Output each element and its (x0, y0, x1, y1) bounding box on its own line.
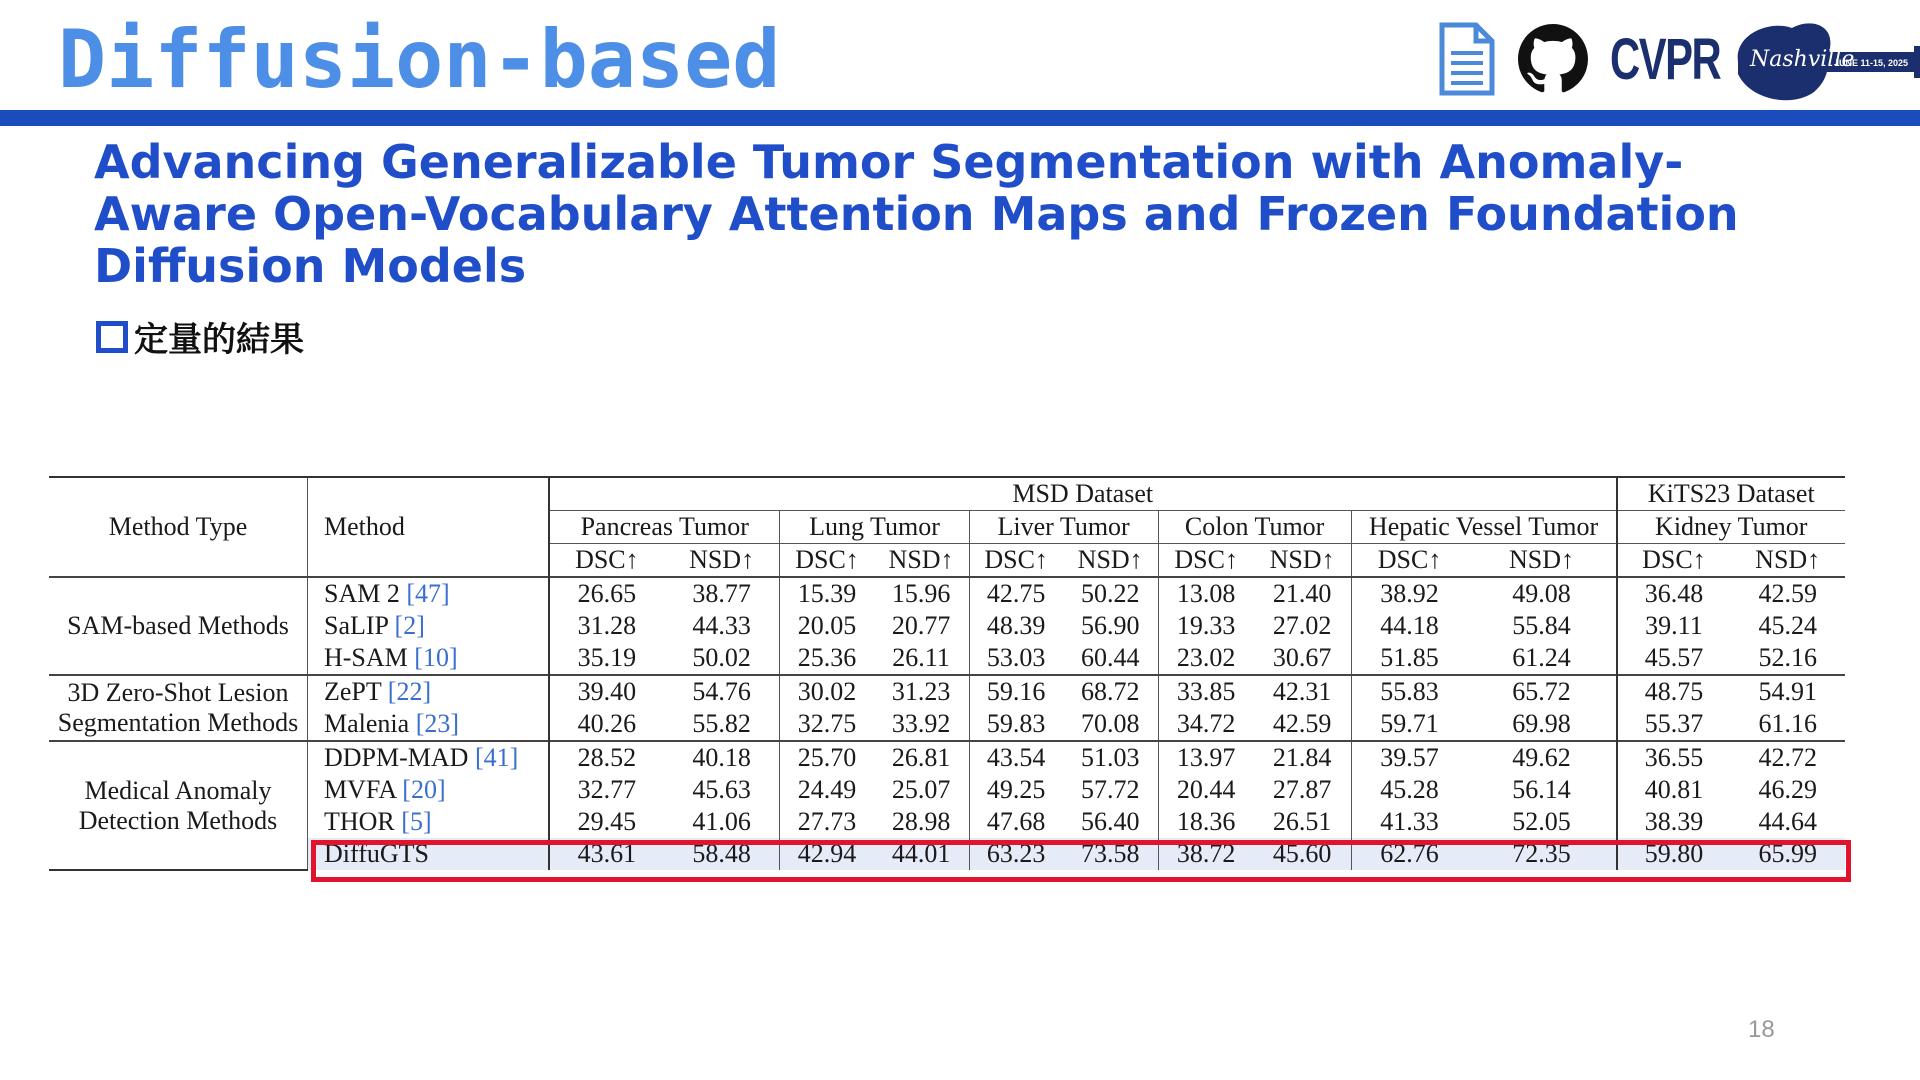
method-name: DDPM-MAD (324, 743, 469, 772)
metric-value: 40.81 (1617, 774, 1731, 806)
metric-value: 41.33 (1351, 806, 1468, 838)
metric-value: 50.22 (1063, 577, 1159, 610)
method-cell (308, 675, 550, 708)
metric-value: 51.03 (1063, 741, 1159, 774)
metric-value: 47.68 (969, 806, 1063, 838)
metric-value: 56.14 (1512, 775, 1571, 804)
method-name: DiffuGTS (324, 839, 429, 868)
paper-title: Advancing Generalizable Tumor Segmentation with Anomaly-Aware Open-Vocabulary Attention Maps and Frozen Foundation Diffusion Models (94, 135, 1739, 293)
metric-value: 48.39 (969, 610, 1063, 642)
metric-value: 45.24 (1758, 611, 1817, 640)
metric-value: 61.16 (1758, 709, 1817, 738)
metric-value: 34.72 (1158, 708, 1253, 741)
metric-value: 35.19 (549, 642, 664, 675)
method-cell (308, 806, 550, 838)
metric-value: 20.44 (1158, 774, 1253, 806)
header-kits23-dataset: KiTS23 Dataset (1617, 477, 1845, 511)
metric-value: 42.72 (1730, 741, 1845, 774)
table-row (49, 774, 1845, 806)
metric-value: 27.02 (1272, 611, 1332, 640)
logo-dates: JUNE 11-15, 2025 (1834, 58, 1909, 68)
metric-value: 57.72 (1080, 775, 1140, 804)
metric-value: 15.96 (874, 577, 970, 610)
header-nsd: NSD↑ (664, 544, 780, 578)
metric-value: 31.23 (874, 675, 970, 708)
header-nsd: NSD↑ (1730, 544, 1845, 578)
table-row-diffugts (49, 838, 1845, 870)
metric-value: 52.16 (1758, 643, 1817, 672)
metric-value: 15.39 (780, 577, 874, 610)
group-label-line: 3D Zero-Shot Lesion (67, 678, 289, 707)
metric-value: 21.84 (1254, 741, 1351, 774)
metric-value: 54.91 (1730, 675, 1845, 708)
metric-value: 59.83 (969, 708, 1063, 741)
metric-value: 25.70 (780, 741, 874, 774)
metric-value: 23.02 (1158, 642, 1253, 675)
metric-value: 65.99 (1730, 838, 1845, 870)
metric-value: 49.08 (1468, 577, 1617, 610)
section-heading (96, 312, 304, 361)
header-dsc: DSC↑ (1351, 544, 1468, 578)
metric-value: 33.92 (891, 709, 951, 738)
metric-value: 32.77 (549, 774, 664, 806)
method-name: MVFA (324, 775, 396, 804)
header-colon-tumor: Colon Tumor (1158, 511, 1351, 544)
citation-ref[interactable]: [5] (401, 807, 432, 836)
header-dsc: DSC↑ (780, 544, 874, 578)
page-number: 18 (1748, 1016, 1775, 1043)
metric-value: 73.58 (1063, 838, 1159, 870)
citation-ref[interactable]: [41] (474, 743, 519, 772)
metric-value: 28.52 (549, 741, 664, 774)
metric-value: 65.72 (1468, 675, 1617, 708)
header-dsc: DSC↑ (969, 544, 1063, 578)
method-cell (308, 610, 550, 642)
metric-value: 39.11 (1617, 610, 1731, 642)
header-nsd: NSD↑ (1063, 544, 1159, 578)
method-name: SAM 2 (324, 579, 400, 608)
metric-value: 21.40 (1254, 577, 1351, 610)
metric-value: 52.05 (1512, 807, 1571, 836)
metric-value: 13.97 (1158, 741, 1253, 774)
metric-value: 68.72 (1063, 675, 1159, 708)
metric-value: 33.85 (1158, 675, 1253, 708)
metric-value: 29.45 (549, 806, 664, 838)
metric-value: 41.06 (692, 807, 751, 836)
metric-value: 39.57 (1351, 741, 1468, 774)
header-dsc: DSC↑ (1617, 544, 1731, 578)
metric-value: 28.98 (891, 807, 951, 836)
github-icon[interactable] (1518, 24, 1588, 94)
metric-value: 38.92 (1351, 577, 1468, 610)
table-row (49, 610, 1845, 642)
metric-value: 20.05 (780, 610, 874, 642)
section-heading-text: 定量的結果 (134, 320, 304, 360)
metric-value: 42.94 (780, 838, 874, 870)
table-row (49, 806, 1845, 838)
citation-ref[interactable]: [22] (387, 677, 432, 706)
metric-value: 49.62 (1468, 741, 1617, 774)
metric-value: 25.36 (780, 642, 874, 675)
header-method: Method (308, 477, 550, 577)
table-row (49, 675, 1845, 708)
metric-value: 42.59 (1730, 577, 1845, 610)
metric-value: 50.02 (692, 643, 751, 672)
metric-value: 59.80 (1617, 838, 1731, 870)
metric-value: 24.49 (780, 774, 874, 806)
metric-value: 60.44 (1080, 643, 1140, 672)
method-cell (308, 577, 550, 610)
header-hepatic-vessel-tumor: Hepatic Vessel Tumor (1351, 511, 1617, 544)
method-cell (308, 642, 550, 675)
method-cell (308, 708, 550, 741)
metric-value: 53.03 (969, 642, 1063, 675)
header-pancreas-tumor: Pancreas Tumor (549, 511, 780, 544)
metric-value: 20.77 (891, 611, 951, 640)
citation-ref[interactable]: [23] (415, 709, 460, 738)
header-msd-dataset: MSD Dataset (549, 477, 1617, 511)
metric-value: 36.55 (1617, 741, 1731, 774)
metric-value: 55.82 (692, 709, 751, 738)
metric-value: 43.61 (549, 838, 664, 870)
method-name: ZePT (324, 677, 382, 706)
header-nsd: NSD↑ (874, 544, 970, 578)
metric-value: 44.33 (692, 611, 751, 640)
results-table-container (49, 476, 1845, 871)
metric-value: 63.23 (969, 838, 1063, 870)
metric-value: 55.37 (1617, 708, 1731, 741)
method-name: SaLIP (324, 611, 389, 640)
metric-value: 49.25 (969, 774, 1063, 806)
group-label-line: Medical Anomaly (84, 775, 272, 805)
metric-value: 30.02 (780, 675, 874, 708)
group-zero-shot (49, 675, 308, 741)
method-name: Malenia (324, 709, 410, 738)
citation-ref[interactable]: [10] (414, 643, 458, 672)
metric-value: 51.85 (1351, 642, 1468, 675)
header-nsd: NSD↑ (1254, 544, 1351, 578)
metric-value: 26.65 (549, 577, 664, 610)
metric-value: 30.67 (1272, 643, 1332, 672)
metric-value: 44.64 (1758, 807, 1817, 836)
metric-value: 46.29 (1758, 775, 1817, 804)
metric-value: 40.18 (664, 741, 780, 774)
metric-value: 54.76 (664, 675, 780, 708)
header-nsd: NSD↑ (1468, 544, 1617, 578)
metric-value: 42.31 (1254, 675, 1351, 708)
square-bullet-icon (96, 321, 128, 353)
method-cell (308, 774, 550, 806)
table-row (49, 642, 1845, 675)
guitar-icon (1730, 14, 1920, 104)
method-name: H-SAM (324, 643, 408, 672)
method-name: THOR (324, 807, 395, 836)
header-kidney-tumor: Kidney Tumor (1617, 511, 1845, 544)
metric-value: 45.60 (1254, 838, 1351, 870)
citation-ref[interactable]: [2] (394, 611, 425, 640)
group-sam-based: SAM-based Methods (49, 577, 308, 675)
header-divider-bar (0, 110, 1920, 126)
header-dsc: DSC↑ (1158, 544, 1253, 578)
metric-value: 59.71 (1351, 708, 1468, 741)
metric-value: 61.24 (1512, 643, 1571, 672)
metric-value: 26.11 (892, 643, 950, 672)
metric-value: 38.77 (664, 577, 780, 610)
metric-value: 18.36 (1158, 806, 1253, 838)
metric-value: 36.48 (1617, 577, 1731, 610)
metric-value: 19.33 (1158, 610, 1253, 642)
metric-value: 55.83 (1351, 675, 1468, 708)
cvpr-wordmark: CVPR (1610, 26, 1721, 92)
method-cell (308, 838, 550, 870)
table-row (49, 708, 1845, 741)
cvpr-logo[interactable] (1610, 14, 1920, 104)
metric-value: 56.40 (1080, 807, 1140, 836)
method-cell (308, 741, 550, 774)
metric-value: 42.59 (1272, 709, 1332, 738)
results-table (49, 476, 1845, 871)
metric-value: 55.84 (1512, 611, 1571, 640)
logo-script-text: Nashville (1750, 47, 1855, 72)
metric-value: 38.72 (1158, 838, 1253, 870)
header-icons (1438, 14, 1920, 104)
header-method-type: Method Type (49, 477, 308, 577)
metric-value: 56.90 (1080, 611, 1140, 640)
metric-value: 69.98 (1512, 709, 1571, 738)
metric-value: 27.73 (780, 806, 874, 838)
metric-value: 44.18 (1351, 610, 1468, 642)
metric-value: 43.54 (969, 741, 1063, 774)
metric-value: 31.28 (549, 610, 664, 642)
citation-ref[interactable]: [20] (402, 775, 446, 804)
metric-value: 70.08 (1080, 709, 1140, 738)
metric-value: 72.35 (1468, 838, 1617, 870)
metric-value: 26.81 (874, 741, 970, 774)
metric-value: 42.75 (969, 577, 1063, 610)
metric-value: 38.39 (1617, 806, 1731, 838)
header-liver-tumor: Liver Tumor (969, 511, 1158, 544)
metric-value: 58.48 (664, 838, 780, 870)
header-dsc: DSC↑ (549, 544, 664, 578)
metric-value: 25.07 (891, 775, 951, 804)
group-label-line: Detection Methods (78, 805, 278, 835)
metric-value: 45.63 (692, 775, 751, 804)
metric-value: 59.16 (969, 675, 1063, 708)
paper-document-icon[interactable] (1438, 21, 1496, 97)
metric-value: 45.57 (1617, 642, 1731, 675)
metric-value: 27.87 (1272, 775, 1332, 804)
metric-value: 26.51 (1272, 807, 1332, 836)
citation-ref[interactable]: [47] (406, 579, 450, 608)
table-row (49, 577, 1845, 610)
metric-value: 39.40 (549, 675, 664, 708)
slide-title: Diffusion-based (58, 13, 781, 106)
group-label-line: Segmentation Methods (57, 708, 299, 737)
metric-value: 62.76 (1351, 838, 1468, 870)
metric-value: 48.75 (1617, 675, 1731, 708)
metric-value: 44.01 (874, 838, 970, 870)
table-row (49, 741, 1845, 774)
group-medical-anomaly (49, 741, 308, 870)
metric-value: 13.08 (1158, 577, 1253, 610)
header-lung-tumor: Lung Tumor (780, 511, 969, 544)
metric-value: 40.26 (549, 708, 664, 741)
metric-value: 32.75 (780, 708, 874, 741)
metric-value: 45.28 (1351, 774, 1468, 806)
